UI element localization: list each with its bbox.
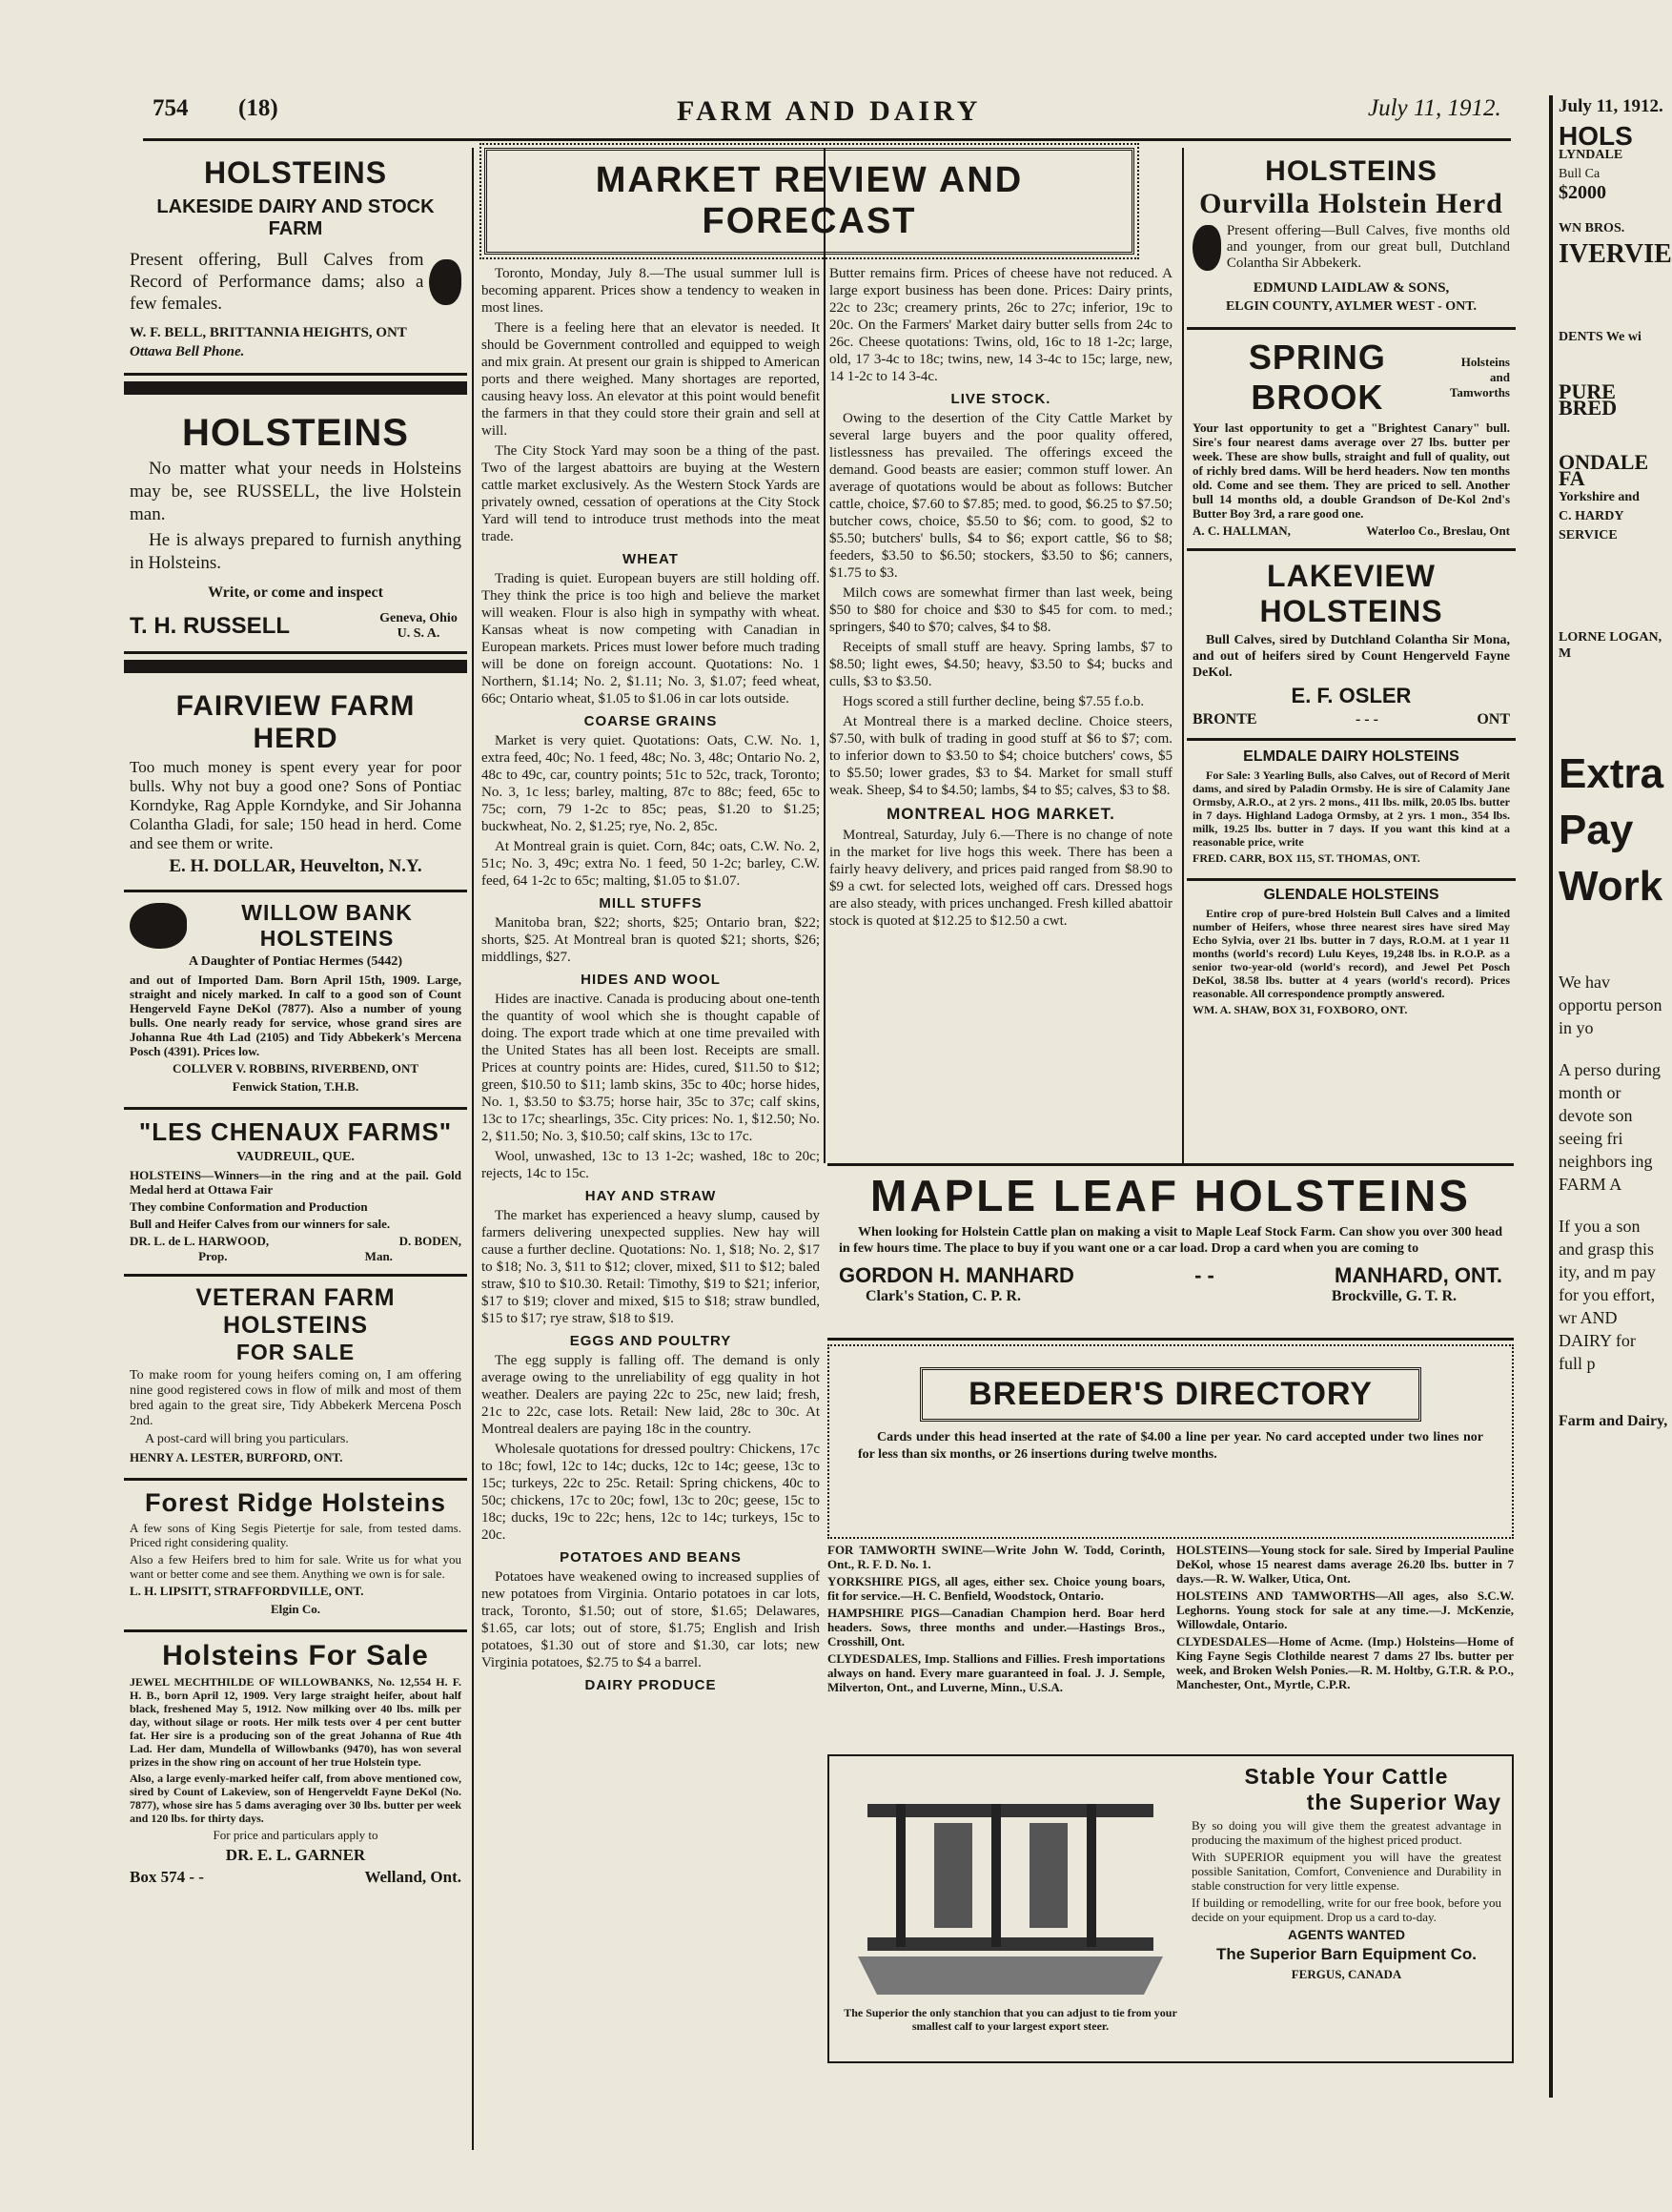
ad-title: ELMDALE DAIRY HOLSTEINS xyxy=(1243,748,1459,765)
ad-text: Bull Calves, sired by Dutchland Colantha Sir Mona, and out of heifers sired by Count Hengerveld Fayne DeKol. xyxy=(1193,633,1510,680)
divider xyxy=(124,381,467,395)
ad-place: ONT xyxy=(1477,711,1510,727)
ad-subtitle: FOR SALE xyxy=(235,1340,356,1364)
bull-head-icon xyxy=(130,903,187,949)
next-paragraph: We hav opportu person in yo xyxy=(1559,973,1662,1037)
section-heading-hog-market: MONTREAL HOG MARKET. xyxy=(887,805,1115,823)
ad-write: Write, or come and inspect xyxy=(208,584,383,601)
market-paragraph: Wool, unwashed, 13c to 13 1-2c; washed, 18c to 20c; rejects, 14c to 15c. xyxy=(481,1149,820,1181)
ad-contact: FRED. CARR, BOX 115, ST. THOMAS, ONT. xyxy=(1193,851,1420,865)
ad-name: T. H. RUSSELL xyxy=(130,613,291,639)
directory-entry: HAMPSHIRE PIGS—Canadian Champion herd. Boar herd headers. Sows, three months and under.—Hastings Bros., Crosshill, Ont. xyxy=(827,1606,1165,1649)
market-paragraph: Market is very quiet. Quotations: Oats, C.W. No. 1, extra feed, 40c; No. 1 feed, 48c; No. 3, 48c; Ontario No. 2, 48c to 49c, car, country points; 51c to 52c, track, Toronto; No. 3, 1c less; barley, malting, 87c to 88c; feed, 65c to 75c; corn, 79 1-2c to 85c; peas, $1.20 to $1.25; buckwheat, No. 2, $1.25; rye, No. 2, 85c. xyxy=(481,733,820,834)
ad-contact: COLLVER V. ROBBINS, RIVERBEND, ONT xyxy=(172,1061,419,1075)
ad-forest-ridge xyxy=(124,1481,467,1632)
ad-side: Holsteins and Tamworths xyxy=(1449,355,1510,399)
market-paragraph: Wholesale quotations for dressed poultry: Chickens, 17c to 18c; fowl, 12c to 14c; ducks, 12c to 14c; geese, 13c to 15c; turkeys, 22c to 25c. Retail: Spring chickens, 40c to 50c; chickens, 17c to 20c; fowl, 13c to 20c; geese, 15c to 18c; ducks, 19c to 22c; hens, 12c to 14c; turkeys, 15c to 20c. xyxy=(481,1442,820,1543)
ad-title: SPRING BROOK xyxy=(1248,338,1386,417)
ad-title: Stable Your Cattle xyxy=(1244,1764,1449,1789)
ad-text: Present offering—Bull Calves, five months old and younger, from our great bull, Dutchland Colantha Sir Abbekerk. xyxy=(1226,223,1510,271)
ad-russell xyxy=(124,404,467,654)
market-paragraph: The egg supply is falling off. The demand is only average owing to the unreliability of egg quality in hot weather. Dealers are paying 22c to 25c, new laid; fresh, 21c to 22c, case lots. Retail: New laid, 28c to 30c. At Montreal dealers are paying 18c in the country. xyxy=(481,1353,820,1437)
directory-entry: HOLSTEINS—Young stock for sale. Sired by Imperial Pauline DeKol, whose 15 nearest dams average 26.20 lbs. butter in 7 days.—R. W. Walker, Utica, Ont. xyxy=(1176,1543,1514,1586)
section-heading-coarse-grains: COARSE GRAINS xyxy=(583,713,718,729)
ad-superior-barn xyxy=(827,1754,1514,2063)
farm-name: Ourvilla Holstein Herd xyxy=(1199,188,1503,219)
ad-les-chenaux xyxy=(124,1110,467,1277)
ad-name: GORDON H. MANHARD xyxy=(839,1263,1074,1287)
column-1 xyxy=(124,148,467,2150)
next-line: C. HARDY xyxy=(1559,509,1624,523)
market-paragraph: Montreal, Saturday, July 6.—There is no change of note in the market for live hogs this week. There has been a fairly heavy delivery, and prices paid ranged from $8.90 to $9 a cwt. for selected lots, weighed off cars. Dressed hogs are also steady, with prices unchanged. Fresh killed abattoir stock is quoted at $12.25 to $12.50 a cwt. xyxy=(829,828,1172,929)
ad-glendale xyxy=(1187,881,1516,1026)
column-divider xyxy=(472,148,474,2150)
directory-entry: YORKSHIRE PIGS, all ages, either sex. Choice young boars, fit for service.—H. C. Benfield, Woodstock, Ontario. xyxy=(827,1574,1165,1603)
section-heading-potatoes: POTATOES AND BEANS xyxy=(560,1549,742,1566)
ad-text: With SUPERIOR equipment you will have the greatest possible Sanitation, Comfort, Convenience and Durability in stable construction for very little expense. xyxy=(1192,1850,1501,1893)
next-date: July 11, 1912. xyxy=(1559,96,1663,116)
ad-title: GLENDALE HOLSTEINS xyxy=(1263,887,1439,903)
ad-title: "LES CHENAUX FARMS" xyxy=(138,1117,453,1146)
ad-contact: A. C. HALLMAN, xyxy=(1193,523,1291,538)
ad-title: WILLOW BANK HOLSTEINS xyxy=(241,900,413,951)
section-heading-live-stock: LIVE STOCK. xyxy=(950,391,1051,407)
next-paragraph: If you a son and grasp this ity, and m pay for you effort, wr AND DAIRY for full p xyxy=(1559,1217,1656,1373)
ad-place: BRONTE xyxy=(1193,711,1257,727)
market-paragraph: At Montreal there is a marked decline. Choice steers, $7.50, with bulk of trading in good stuff at $6 to $7; com. to inferior down to $3.50 to $4; choice butchers' cows, $5 to $5.50; lower grades, $3 to $4. Market for small stuff weak. Sheep, $4 to $4.50; lambs, $4 to $5; calves, $3 to $8. xyxy=(829,714,1172,798)
section-heading-wheat: WHEAT xyxy=(622,551,679,567)
ad-text: Too much money is spent every year for poor bulls. Why not buy a good one? Sons of Pontiac Korndyke, Rag Apple Korndyke, and Sir Johanna Colantha Gladi, for sale; 150 head in herd. Come and see them or write. xyxy=(130,758,461,852)
next-line: LYNDALE xyxy=(1559,148,1623,162)
ad-text: If building or remodelling, write for our free book, before you decide on your equipment. Drop us a card to-day. xyxy=(1192,1895,1501,1924)
section-number: (18) xyxy=(238,95,278,121)
page-gutter xyxy=(1549,95,1553,2098)
directory-entry: CLYDESDALES—Home of Acme. (Imp.) Holsteins—Home of King Fayne Segis Clothilde nearest 7 dams 27 lbs. butter per week, and Broken Welsh Ponies.—R. M. Holtby, G.T.R. & P.O., Manchester, Ont., Myrtle, C.P.R. xyxy=(1176,1634,1514,1691)
ad-title: HOLSTEINS xyxy=(203,155,388,190)
section-heading-hides: HIDES AND WOOL xyxy=(581,972,721,988)
market-title: MARKET REVIEW AND FORECAST xyxy=(595,160,1024,241)
ad-text: For Sale: 3 Yearling Bulls, also Calves, out of Record of Merit dams, and sired by Paladin Ormsby. He is sire of Calamity Jane Ormsby, A.R.O., at 2 yrs. 2 mons., 411 lbs. milk, 20.05 lbs. butter in 7 days. Highland Ladoga Ormsby, at 2 yrs. 1 mon., 354 lbs. milk, 19.25 lbs. butter in 7 days. If you want this kind at a reasonable price, write xyxy=(1193,768,1510,849)
ad-station: Brockville, G. T. R. xyxy=(1331,1288,1457,1304)
ad-title: VETERAN FARM HOLSTEINS xyxy=(195,1284,396,1339)
ad-text: To make room for young heifers coming on, I am offering nine good registered cows in flow of milk and most of them bred again to the great sire, Tidy Abbekerk Mercena Posch 2nd. xyxy=(130,1368,461,1428)
directory-terms: Cards under this head inserted at the rate of $4.00 a line per year. No card accepted under two lines nor for less than six months, or 26 insertions during twelve months. xyxy=(858,1430,1483,1462)
next-line: ONDALE FA xyxy=(1559,450,1649,490)
next-line: Bull Ca xyxy=(1559,167,1601,181)
directory-title: BREEDER'S DIRECTORY xyxy=(969,1376,1373,1412)
column-divider xyxy=(1182,148,1184,1163)
ad-text: A few sons of King Segis Pietertje for sale, from tested dams. Priced right considering quality. xyxy=(130,1521,461,1549)
ad-text: Present offering, Bull Calves from Record of Performance dams; also a few females. xyxy=(130,250,424,314)
ad-spring-brook xyxy=(1187,330,1516,551)
market-paragraph: Trading is quiet. European buyers are still holding off. They think the price is too high and believe the market will weaken. Flour is also high in sympathy with wheat. Kansas wheat is now competing with Canadian in European markets. Prices must lower before much trading will be done on foreign account. Quotations: No. 1 Northern, $1.14; No. 2, $1.11; No. 3, $1.07; feed wheat, 66c; Ontario wheat, $1.05 to $1.06 in car lots outside. xyxy=(481,571,820,707)
breeders-directory xyxy=(827,1344,1514,1539)
stanchion-illustration xyxy=(839,1766,1182,2004)
ad-title: LAKEVIEW HOLSTEINS xyxy=(1259,559,1443,628)
ad-contact: DR. L. de L. HARWOOD, xyxy=(130,1234,270,1248)
ad-place: Geneva, Ohio U. S. A. xyxy=(379,611,458,641)
ad-name: DR. E. L. GARNER xyxy=(225,1846,366,1864)
directory-title-box xyxy=(920,1367,1421,1422)
ad-text: No matter what your needs in Holsteins may be, see RUSSELL, the live Holstein man. xyxy=(130,459,461,524)
farm-name: LAKESIDE DAIRY AND STOCK FARM xyxy=(156,196,435,239)
ad-role: Man. xyxy=(364,1249,393,1263)
directory-entry: CLYDESDALES, Imp. Stallions and Fillies. Fresh importations always on hand. Every mare guaranteed in foal. J. J. Semple, Milverton, Ont., and Luverne, Minn., U.S.A. xyxy=(827,1651,1165,1694)
next-extra: Work xyxy=(1559,863,1663,910)
ad-contact: HENRY A. LESTER, BURFORD, ONT. xyxy=(130,1450,343,1464)
market-intro: Toronto, Monday, July 8.—The usual summer lull is becoming apparent. Prices show a tendency to weaken in most lines. xyxy=(481,266,820,316)
market-paragraph: Butter remains firm. Prices of cheese have not reduced. A large export business has been done. Prices: Dairy prints, 22c to 23c; creamery prints, 26c to 27c; inferior, 19c to 20c. On the Farmers' Market dairy butter sells from 24c to 26c. Cheese quotations: Twins, old, 16c to 18 1-2c; large, old, 17 3-4c to 18c; twins, new, 14 3-4c to 15c; large, new, 14 1-2c to 14 3-4c. xyxy=(829,266,1172,384)
ad-company: The Superior Barn Equipment Co. xyxy=(1216,1945,1477,1963)
market-paragraph: There is a feeling here that an elevator is needed. It should be Government controlled and equipped to weigh and mix grain. At present our grain is shipped to American ports and there weighed. Many shortages are reported, causing heavy loss. An elevator at this point would benefit the farmers in that they could store their grain and sell at will. xyxy=(481,320,820,439)
ad-phone: Ottawa Bell Phone. xyxy=(130,344,245,359)
ad-place: Fenwick Station, T.H.B. xyxy=(232,1079,359,1094)
ad-role: Prop. xyxy=(198,1249,228,1263)
section-heading-mill-stuffs: MILL STUFFS xyxy=(599,895,703,911)
ad-text: He is always prepared to furnish anything in Holsteins. xyxy=(130,530,461,573)
section-heading-eggs: EGGS AND POULTRY xyxy=(569,1333,732,1349)
issue-date: July 11, 1912. xyxy=(1368,95,1501,121)
ad-contact: EDMUND LAIDLAW & SONS, xyxy=(1253,280,1450,296)
next-line: DENTS We wi xyxy=(1559,330,1641,344)
ad-box: Box 574 - - xyxy=(130,1868,204,1886)
masthead: FARM AND DAIRY xyxy=(677,95,982,127)
ad-willow-bank xyxy=(124,892,467,1110)
directory-entry: FOR TAMWORTH SWINE—Write John W. Todd, Corinth, Ont., R. F. D. No. 1. xyxy=(827,1543,1165,1571)
ad-contact: WM. A. SHAW, BOX 31, FOXBORO, ONT. xyxy=(1193,1003,1408,1016)
header-rule xyxy=(143,138,1511,141)
page-number: 754 xyxy=(153,95,189,121)
ad-station: Clark's Station, C. P. R. xyxy=(866,1288,1021,1304)
market-paragraph: At Montreal grain is quiet. Corn, 84c; oats, C.W. No. 2, 51c; No. 3, 49c; extra No. 1 feed, 50 1-2c; barley, C.W. feed, 64 1-2c to 65c; malting, $1.05 to $1.07. xyxy=(481,839,820,889)
section-heading-dairy: DAIRY PRODUCE xyxy=(584,1677,717,1693)
market-paragraph: The market has experienced a heavy slump, caused by farmers delivering unexpected supplies. New hay will cause a further decline. Quotations: No. 1, $18; No. 2, $17 to $18; No. 3, $11 to $12; clover, mixed, $11 to $12; baled straw, $10 to $10.30. Retail: Timothy, $19 to $21; inferior, $17 to $19; clover and mixed, $15 to $18; straw bundled, $15 to $17; rye straw, $18 to $19. xyxy=(481,1208,820,1326)
next-extra: Extra xyxy=(1559,750,1664,797)
ad-lakeside xyxy=(124,148,467,376)
ad-place: ELGIN COUNTY, AYLMER WEST - ONT. xyxy=(1225,299,1478,314)
next-footer: Farm and Dairy, xyxy=(1559,1413,1668,1429)
ad-text: HOLSTEINS—Winners—in the ring and at the pail. Gold Medal herd at Ottawa Fair xyxy=(130,1168,461,1197)
ad-agents: AGENTS WANTED xyxy=(1288,1927,1405,1942)
ad-fairview xyxy=(124,683,467,892)
ad-text: Bull and Heifer Calves from our winners for sale. xyxy=(130,1217,391,1231)
ad-title: the Superior Way xyxy=(1306,1790,1501,1814)
market-paragraph: Owing to the desertion of the City Cattle Market by several large buyers and the poor quality offered, listlessness has prevailed. The offerings exceed the demand. Good beasts are easier; common stuff lower. An average of quotations would be about as follows: Butcher cattle, choice, $7.60 to $7.85; med. to good, $6.25 to $7.50; butcher cows, choice, $5.50 to $6; com. to good, $2 to $5.50; butchers' bulls, $4 to $6; export cattle, $6 to $8; feeders, $3.50 to $6.50; stockers, $3.50 to $6; canners, $1.75 to $3. xyxy=(829,411,1172,581)
ad-text: Also a few Heifers bred to him for sale. Write us for what you want or better come and see them. Anything we own is for sale. xyxy=(130,1552,461,1581)
ad-title: MAPLE LEAF HOLSTEINS xyxy=(870,1171,1471,1220)
ad-text: A post-card will bring you particulars. xyxy=(145,1432,349,1446)
ad-place: Elgin Co. xyxy=(270,1602,320,1616)
ad-text: They combine Conformation and Production xyxy=(130,1199,368,1214)
column-divider xyxy=(824,148,826,1163)
directory-left xyxy=(827,1540,1165,1697)
section-heading-hay: HAY AND STRAW xyxy=(584,1188,717,1204)
ad-text: By so doing you will give them the greatest advantage in producing the maximum of the highest priced product. xyxy=(1192,1818,1501,1847)
column-4 xyxy=(1187,148,1516,1282)
adjacent-page-strip xyxy=(1549,95,1672,2098)
ad-dash: - - xyxy=(1194,1263,1214,1287)
ad-title: HOLSTEINS xyxy=(1265,155,1438,187)
ad-lakeview xyxy=(1187,551,1516,741)
ad-subtitle: A Daughter of Pontiac Hermes (5442) xyxy=(188,954,403,969)
ad-ourvilla xyxy=(1187,148,1516,330)
market-paragraph: Hogs scored a still further decline, being $7.55 f.o.b. xyxy=(843,694,1145,709)
next-line: HOLS xyxy=(1559,121,1633,151)
ad-text: Entire crop of pure-bred Holstein Bull Calves and a limited number of Heifers, whose three nearest sires have sired May Echo Sylvia, over 21 lbs. butter in 7 days, R.O.M. at 1 year 11 months (world's record) Lulu Keyes, 19,248 lbs. in R.O.P. as a senior two-year-old (world's record), and Jewel Pet Posch DeKol, 38.58 lbs. butter at 4 years (world's record). Prices reasonable. All correspondence promptly answered. xyxy=(1193,907,1510,1000)
ad-contact: L. H. LIPSITT, STRAFFORDVILLE, ONT. xyxy=(130,1584,364,1598)
next-paragraph: A perso during month or devote son seeing fri neighbors ing FARM A xyxy=(1559,1060,1661,1194)
page-header xyxy=(143,95,1516,133)
ad-text: and out of Imported Dam. Born April 15th, 1909. Large, straight and nicely marked. In calf to a good son of Count Hengerveld Fayne DeKol (7877). Also a number of young bulls. One nearly ready for service, whose grand sires are Johanna Rue 4th Lad (2105) and Tidy Abbekerk's Mercena Posch (4391). Prices low. xyxy=(130,973,461,1058)
ad-veteran xyxy=(124,1277,467,1481)
illustration-caption: The Superior the only stanchion that you can adjust to tie from your smallest calf to your largest export steer. xyxy=(844,2006,1177,2033)
ad-text: Also, a large evenly-marked heifer calf, from above mentioned cow, sired by Count of Lakeview, son of Hengerveldt Fayne DeKol (No. 7877), whose sire has 5 dams averaging over 30 lbs. butter per week and 120 lbs. for thirty days. xyxy=(130,1772,461,1825)
ad-text: For price and particulars apply to xyxy=(213,1828,378,1842)
ad-subtitle: VAUDREUIL, QUE. xyxy=(236,1150,355,1164)
market-column-b xyxy=(829,262,1172,1015)
cow-head-icon xyxy=(1193,225,1221,271)
next-line: Yorkshire and xyxy=(1559,490,1640,504)
directory-right xyxy=(1176,1540,1514,1697)
ad-title: FAIRVIEW FARM HERD xyxy=(175,690,416,754)
ad-maple-leaf xyxy=(827,1163,1514,1341)
ad-title: Holsteins For Sale xyxy=(162,1640,429,1671)
market-paragraph: Potatoes have weakened owing to increased supplies of new potatoes from Virginia. Ontario potatoes in car lots, track, Toronto, $1.50; out of store, $1.65; Delawares, $1.65, car lots; out of store, $1.75; English and Irish potatoes, $1.30 out of store and $1.30, car lots; new Virginia potatoes, $2.75 to $4 a barrel. xyxy=(481,1569,820,1670)
ad-contact: E. H. DOLLAR, Heuvelton, N.Y. xyxy=(169,856,422,876)
ad-elmdale xyxy=(1187,741,1516,881)
next-extra: Pay xyxy=(1559,807,1634,853)
directory-entry: HOLSTEINS AND TAMWORTHS—All ages, also S.C.W. Leghorns. Young stock for sale at any time.—J. McKenzie, Willowdale, Ontario. xyxy=(1176,1588,1514,1631)
ad-dash: - - - xyxy=(1355,711,1378,727)
ad-text: Your last opportunity to get a "Brightest Canary" bull. Sire's four nearest dams average over 27 lbs. butter per week. These are show bulls, straight and full of quality, out of richly bred dams. Will be herd headers. Now ten months old. Come and see them. They are priced to sell. Another bull 14 months old, a double Grandson of De-Kol 2nd's Butter Boy 3rd, a rare good one. xyxy=(1193,420,1510,521)
directory-listings xyxy=(827,1540,1514,1750)
ad-contact: D. BODEN, xyxy=(398,1234,461,1248)
ad-text: When looking for Holstein Cattle plan on making a visit to Maple Leaf Stock Farm. Can show you over 300 head in few hours time. The place to buy if you want one or a car load. Drop a card when you are coming to xyxy=(839,1225,1502,1256)
market-paragraph: Milch cows are somewhat firmer than last week, being $50 to $80 for choice and $30 to $45 for com. to med.; springers, $40 to $70; calves, $4 to $8. xyxy=(829,585,1172,635)
ad-title: Forest Ridge Holsteins xyxy=(144,1488,447,1517)
ad-place: Welland, Ont. xyxy=(364,1868,461,1886)
market-paragraph: Hides are inactive. Canada is producing about one-tenth the quantity of wool which she is thought capable of doing. The export trade which at one time prevailed with the United States has all been lost. Receipts are small. Prices at country points are: Hides, cured, $11.50 to $12; green, $10.50 to $11; lamb skins, 35c to 40c; horse hides, No. 1, $3.50 to $3.75; horse hair, 35c to 37c; calf skins, 13c to 17c; shearlings, 35c. City prices: No. 1, $12.50; No. 2, $11.50; No. 3, $10.50; calf skins, 13c to 17c. xyxy=(481,992,820,1144)
market-paragraph: The City Stock Yard may soon be a thing of the past. Two of the largest abattoirs are buying at the Western cattle market exclusively. As the Western Stock Yards are privately owned, cessation of operations at the City Stock Yard will tend to introduce trust methods into the meat trade. xyxy=(481,443,820,544)
ad-place: Waterloo Co., Breslau, Ont xyxy=(1366,523,1510,538)
market-paragraph: Receipts of small stuff are heavy. Spring lambs, $7 to $8.50; light ewes, $4.50; heavy, $3.50 to $4; bucks and culls, $3 to $3.50. xyxy=(829,640,1172,689)
ad-title: HOLSTEINS xyxy=(182,412,409,454)
next-line: SERVICE xyxy=(1559,528,1618,543)
divider xyxy=(124,660,467,673)
next-line: LORNE LOGAN, M xyxy=(1559,630,1662,661)
next-line: WN BROS. xyxy=(1559,221,1625,236)
market-banner xyxy=(484,148,1134,255)
market-paragraph: Manitoba bran, $22; shorts, $25; Ontario bran, $22; shorts, $25. At Montreal bran is quoted $21; shorts, $26; middlings, $27. xyxy=(481,915,820,965)
next-line: PURE BRED xyxy=(1559,379,1618,420)
next-line: IVERVIE xyxy=(1559,239,1672,269)
next-line: $2000 xyxy=(1559,182,1606,203)
cow-head-icon xyxy=(429,259,461,305)
ad-contact: W. F. BELL, BRITTANNIA HEIGHTS, ONT xyxy=(130,325,407,340)
ad-place: MANHARD, ONT. xyxy=(1335,1263,1502,1287)
ad-place: FERGUS, CANADA xyxy=(1291,1967,1402,1981)
market-column-a xyxy=(481,262,820,2150)
ad-holsteins-for-sale xyxy=(124,1632,467,1895)
ad-name: E. F. OSLER xyxy=(1291,684,1412,707)
ad-text: JEWEL MECHTHILDE OF WILLOWBANKS, No. 12,554 H. F. H. B., born April 12, 1909. Very large straight heifer, about half black, freshened May 5, 1912. Now milking over 40 lbs. milk per day, without silage or roots. Her milk tests over 4 per cent butter fat. Her sire is a producing son of the great Johanna of Rue 4th Lad. Her dam, Mundella of Willowbanks (9470), has won several prizes in the show ring on account of her true Holstein type. xyxy=(130,1675,461,1769)
